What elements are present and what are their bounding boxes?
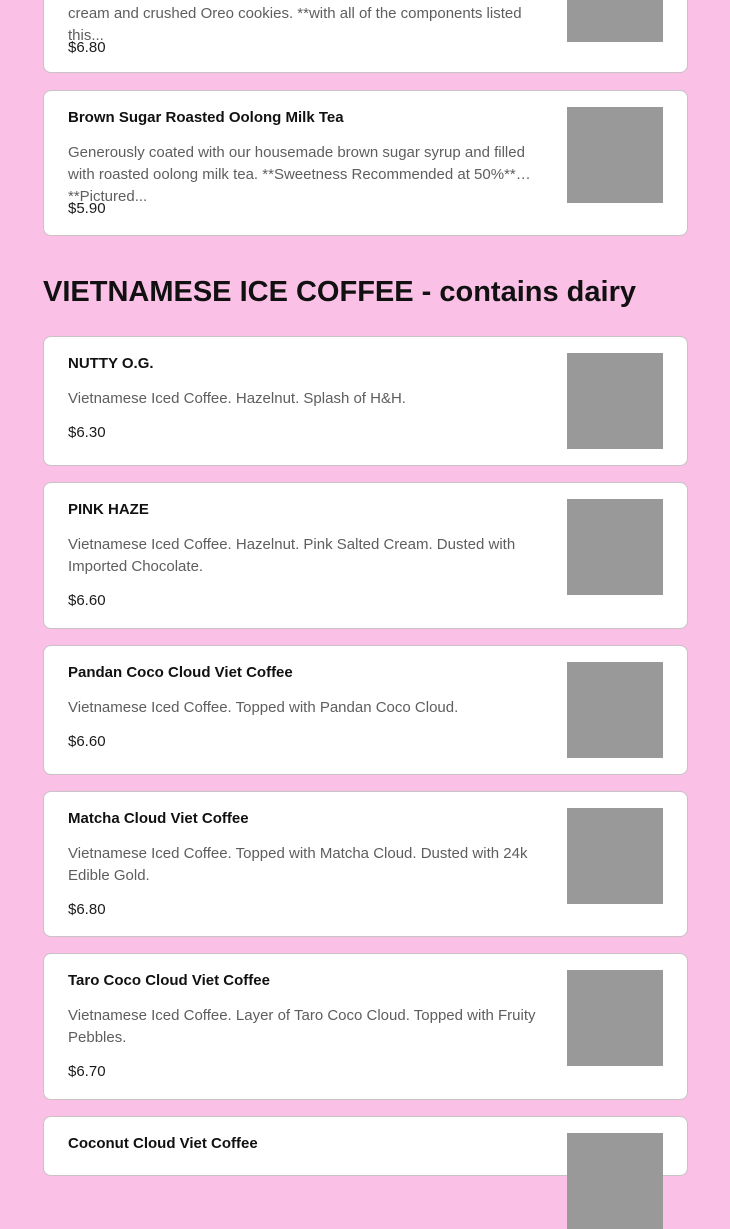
- item-price: $5.90: [68, 200, 106, 217]
- item-name: Matcha Cloud Viet Coffee: [68, 810, 249, 827]
- item-price: $6.60: [68, 733, 106, 750]
- menu-item-card[interactable]: [43, 1116, 688, 1176]
- item-image-placeholder: [567, 353, 663, 449]
- menu-item-card[interactable]: [43, 645, 688, 775]
- item-description: Vietnamese Iced Coffee. Topped with Matcha Cloud. Dusted with 24k Edible Gold.: [68, 845, 528, 884]
- menu-item-card[interactable]: [43, 336, 688, 466]
- item-name: PINK HAZE: [68, 501, 149, 518]
- menu-item-card[interactable]: [43, 953, 688, 1100]
- item-description: Vietnamese Iced Coffee. Hazelnut. Splash of H&H.: [68, 390, 406, 407]
- item-name: NUTTY O.G.: [68, 355, 154, 372]
- item-description: cream and crushed Oreo cookies. **with all of the components listed this...: [68, 5, 522, 44]
- item-image-placeholder: [567, 970, 663, 1066]
- item-description: Generously coated with our housemade brown sugar syrup and filled with roasted oolong milk tea. **Sweetness Recommended at 50%** **Pictured...: [68, 144, 525, 205]
- item-name: Pandan Coco Cloud Viet Coffee: [68, 664, 293, 681]
- item-price: $6.70: [68, 1063, 106, 1080]
- item-image-placeholder: [567, 499, 663, 595]
- item-image-placeholder: [567, 0, 663, 42]
- item-price: $6.60: [68, 592, 106, 609]
- item-description: Vietnamese Iced Coffee. Layer of Taro Coco Cloud. Topped with Fruity Pebbles.: [68, 1007, 536, 1046]
- section-title: VIETNAMESE ICE COFFEE - contains dairy: [43, 276, 636, 308]
- item-name: Coconut Cloud Viet Coffee: [68, 1135, 258, 1152]
- item-price: $6.30: [68, 424, 106, 441]
- item-image-placeholder: [567, 662, 663, 758]
- item-name: Brown Sugar Roasted Oolong Milk Tea: [68, 109, 344, 126]
- menu-item-card[interactable]: [43, 0, 688, 73]
- menu-item-card[interactable]: [43, 482, 688, 629]
- item-image-placeholder: [567, 1133, 663, 1229]
- item-image-placeholder: [567, 808, 663, 904]
- item-image-placeholder: [567, 107, 663, 203]
- item-price: $6.80: [68, 39, 106, 56]
- item-name: Taro Coco Cloud Viet Coffee: [68, 972, 270, 989]
- item-price: $6.80: [68, 901, 106, 918]
- menu-item-card[interactable]: [43, 90, 688, 236]
- item-description: Vietnamese Iced Coffee. Hazelnut. Pink Salted Cream. Dusted with Imported Chocolate.: [68, 536, 516, 575]
- menu-item-card[interactable]: [43, 791, 688, 937]
- item-description: Vietnamese Iced Coffee. Topped with Pandan Coco Cloud.: [68, 699, 459, 716]
